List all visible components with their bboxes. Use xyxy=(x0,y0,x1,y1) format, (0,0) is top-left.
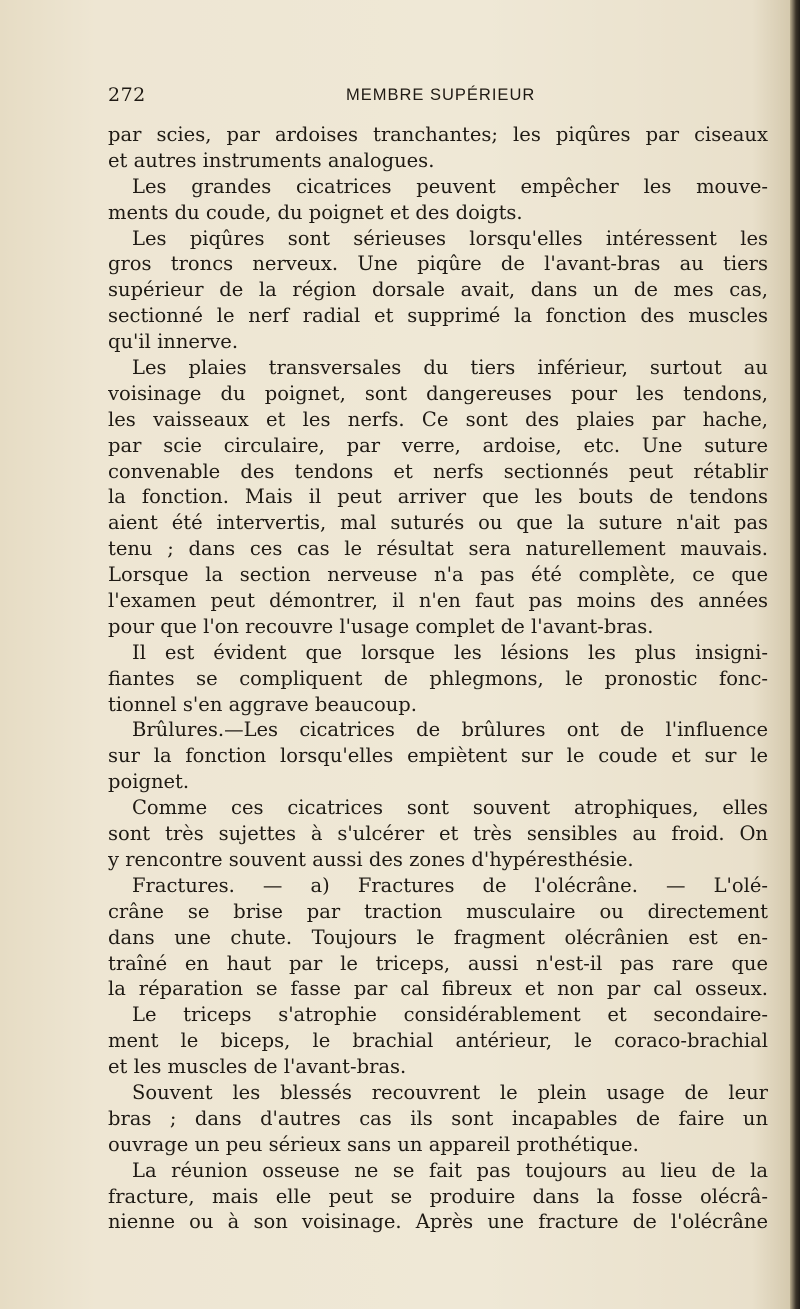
text-line: Le triceps s'atrophie considérablement et secondaire- xyxy=(132,1003,768,1027)
text-line: les vaisseaux et les nerfs. Ce sont des plaies par hache, xyxy=(108,407,768,431)
page-edge xyxy=(790,0,800,1309)
text-line: l'examen peut démontrer, il n'en faut pas moins des années xyxy=(108,589,768,613)
text-line: tionnel s'en aggrave beaucoup. xyxy=(108,692,417,716)
body-text xyxy=(108,122,768,1235)
text-line: convenable des tendons et nerfs sectionnés peut rétablir xyxy=(108,459,768,483)
text-line: Les plaies transversales du tiers inférieur, surtout au xyxy=(132,356,768,380)
text-line: par scie circulaire, par verre, ardoise, etc. Une suture xyxy=(108,433,768,457)
text-line: et autres instruments analogues. xyxy=(108,148,435,172)
text-line: poignet. xyxy=(108,770,190,794)
text-line: bras ; dans d'autres cas ils sont incapables de faire un xyxy=(108,1106,768,1130)
text-line: fracture, mais elle peut se produire dans la fosse olécrâ- xyxy=(108,1184,768,1208)
text-line: Comme ces cicatrices sont souvent atrophiques, elles xyxy=(132,796,768,820)
text-line: par scies, par ardoises tranchantes; les piqûres par ciseaux xyxy=(108,123,768,146)
text-line: et les muscles de l'avant-bras. xyxy=(108,1055,407,1079)
text-line: y rencontre souvent aussi des zones d'hypéresthésie. xyxy=(108,847,634,871)
text-line: Souvent les blessés recouvrent le plein usage de leur xyxy=(132,1080,768,1104)
text-line: la réparation se fasse par cal fibreux et non par cal osseux. xyxy=(108,977,768,1001)
section-heading-fractures: Fractures. — a) Fractures de l'olécrâne. — L'olé- xyxy=(132,873,768,897)
page-number: 272 xyxy=(108,84,146,106)
text-line: gros troncs nerveux. Une piqûre de l'avant-bras au tiers xyxy=(108,252,768,276)
text-line: crâne se brise par traction musculaire ou directement xyxy=(108,899,768,923)
text-line: Il est évident que lorsque les lésions les plus insigni- xyxy=(132,640,768,664)
text-line: tenu ; dans ces cas le résultat sera naturellement mauvais. xyxy=(108,537,768,561)
text-line: voisinage du poignet, sont dangereuses pour les tendons, xyxy=(108,381,768,405)
text-line: la fonction. Mais il peut arriver que les bouts de tendons xyxy=(108,485,768,509)
text-line: Les piqûres sont sérieuses lorsqu'elles intéressent les xyxy=(132,226,768,250)
text-line: ment le biceps, le brachial antérieur, le coraco-brachial xyxy=(108,1029,768,1053)
text-line: qu'il innerve. xyxy=(108,330,239,354)
text-line: nienne ou à son voisinage. Après une fracture de l'olécrâne xyxy=(108,1210,768,1234)
text-line: Lorsque la section nerveuse n'a pas été complète, ce que xyxy=(108,563,768,587)
text-line: dans une chute. Toujours le fragment olécrânien est en- xyxy=(108,925,768,949)
text-line: sur la fonction lorsqu'elles empiètent sur le coude et sur le xyxy=(108,744,768,768)
text-line: ments du coude, du poignet et des doigts. xyxy=(108,200,523,224)
section-heading-brulures: Brûlures.—Les cicatrices de brûlures ont de l'influence xyxy=(132,718,768,742)
text-line: traîné en haut par le triceps, aussi n'est-il pas rare que xyxy=(108,951,768,975)
text-line: sont très sujettes à s'ulcérer et très sensibles au froid. On xyxy=(108,822,768,846)
text-line: Les grandes cicatrices peuvent empêcher les mouve- xyxy=(132,174,768,198)
text-line: pour que l'on recouvre l'usage complet de l'avant-bras. xyxy=(108,614,654,638)
text-line: fiantes se compliquent de phlegmons, le pronostic fonc- xyxy=(108,666,768,690)
page-header xyxy=(108,84,768,110)
text-line: aient été intervertis, mal suturés ou que la suture n'ait pas xyxy=(108,511,768,535)
text-line: La réunion osseuse ne se fait pas toujours au lieu de la xyxy=(132,1158,768,1182)
text-line: ouvrage un peu sérieux sans un appareil prothétique. xyxy=(108,1132,639,1156)
text-line: supérieur de la région dorsale avait, dans un de mes cas, xyxy=(108,278,768,302)
text-line: sectionné le nerf radial et supprimé la fonction des muscles xyxy=(108,304,768,328)
running-head: MEMBRE SUPÉRIEUR xyxy=(346,86,536,104)
